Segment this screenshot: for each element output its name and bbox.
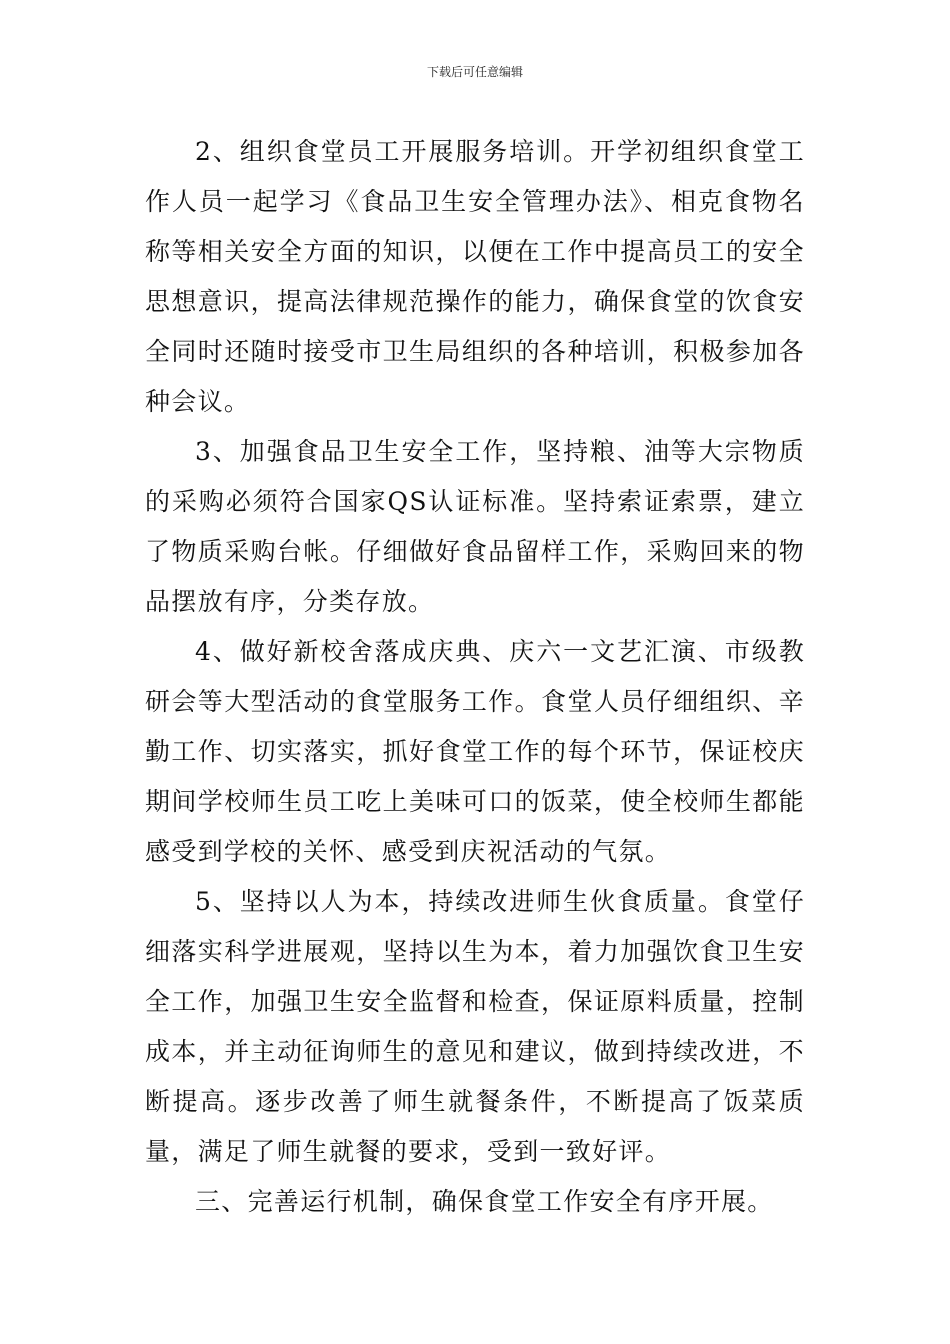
document-body	[145, 127, 805, 1227]
paragraph-item-4: 4、做好新校舍落成庆典、庆六一文艺汇演、市级教研会等大型活动的食堂服务工作。食堂人员仔细组织、辛勤工作、切实落实，抓好食堂工作的每个环节，保证校庆期间学校师生员工吃上美味可口的饭菜，使全校师生都能感受到学校的关怀、感受到庆祝活动的气氛。	[145, 637, 805, 866]
paragraph-item-5: 5、坚持以人为本，持续改进师生伙食质量。食堂仔细落实科学进展观，坚持以生为本，着力加强饮食卫生安全工作，加强卫生安全监督和检查，保证原料质量，控制成本，并主动征询师生的意见和建议，做到持续改进，不断提高。逐步改善了师生就餐条件，不断提高了饭菜质量，满足了师生就餐的要求，受到一致好评。	[145, 887, 805, 1166]
page-header: 下载后可任意编辑	[426, 65, 523, 79]
section-heading-3: 三、完善运行机制，确保食堂工作安全有序开展。	[195, 1187, 774, 1216]
paragraph-item-3: 3、加强食品卫生安全工作，坚持粮、油等大宗物质的采购必须符合国家QS认证标准。坚持索证索票，建立了物质采购台帐。仔细做好食品留样工作，采购回来的物品摆放有序，分类存放。	[145, 437, 805, 616]
paragraph-item-2: 2、组织食堂员工开展服务培训。开学初组织食堂工作人员一起学习《食品卫生安全管理办法》、相克食物名称等相关安全方面的知识，以便在工作中提高员工的安全思想意识，提高法律规范操作的能力，确保食堂的饮食安全同时还随时接受市卫生局组织的各种培训，积极参加各种会议。	[145, 137, 805, 416]
